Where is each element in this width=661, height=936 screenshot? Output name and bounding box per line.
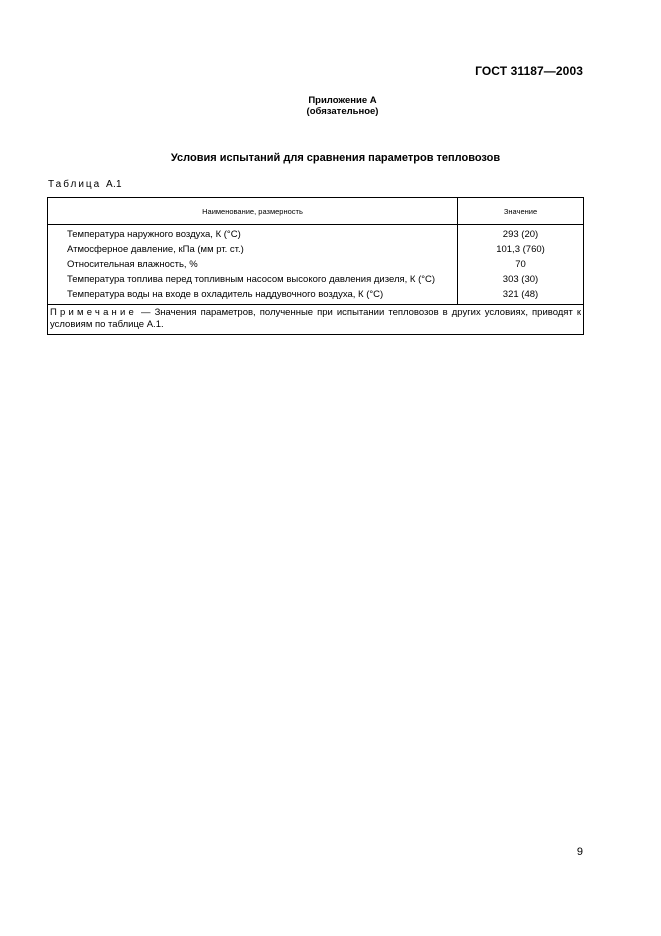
column-header-value: Значение	[458, 198, 584, 225]
note-label: Примечание	[50, 307, 137, 318]
row-name: Температура воды на входе в охладитель наддувочного воздуха, К (°С)	[48, 287, 458, 305]
table-row	[48, 287, 584, 305]
row-value: 101,3 (760)	[496, 243, 545, 255]
parameters-table	[47, 197, 584, 335]
row-value: 70	[515, 258, 526, 270]
table-caption-number: А.1	[106, 179, 122, 190]
row-value: 293 (20)	[502, 228, 539, 240]
table-header-row	[48, 198, 584, 225]
row-name: Относительная влажность, %	[48, 257, 458, 272]
document-code: ГОСТ 31187—2003	[475, 64, 583, 78]
table-caption-word: Таблица	[48, 179, 102, 190]
row-value: 321 (48)	[502, 288, 539, 300]
row-value: 303 (30)	[502, 273, 539, 285]
page-number: 9	[576, 846, 583, 858]
appendix-status: (обязательное)	[306, 106, 379, 117]
note-text: — Значения параметров, полученные при испытании тепловозов в других условиях, приводят к условиям по таблице А.1.	[50, 307, 581, 330]
table-caption	[48, 179, 122, 190]
appendix-title: Приложение А	[308, 95, 377, 106]
row-name: Атмосферное давление, кПа (мм рт. ст.)	[48, 242, 458, 257]
row-name: Температура топлива перед топливным насосом высокого давления дизеля, К (°С)	[48, 272, 458, 287]
appendix-heading	[0, 95, 661, 117]
table-row	[48, 272, 584, 287]
table-note-row	[48, 305, 584, 335]
table-container	[47, 197, 584, 335]
table-row	[48, 257, 584, 272]
table-row	[48, 225, 584, 243]
column-header-name: Наименование, размерность	[48, 198, 458, 225]
table-row	[48, 242, 584, 257]
row-name: Температура наружного воздуха, К (°С)	[48, 225, 458, 243]
table-note	[48, 305, 584, 335]
section-title: Условия испытаний для сравнения параметров тепловозов	[170, 152, 501, 164]
